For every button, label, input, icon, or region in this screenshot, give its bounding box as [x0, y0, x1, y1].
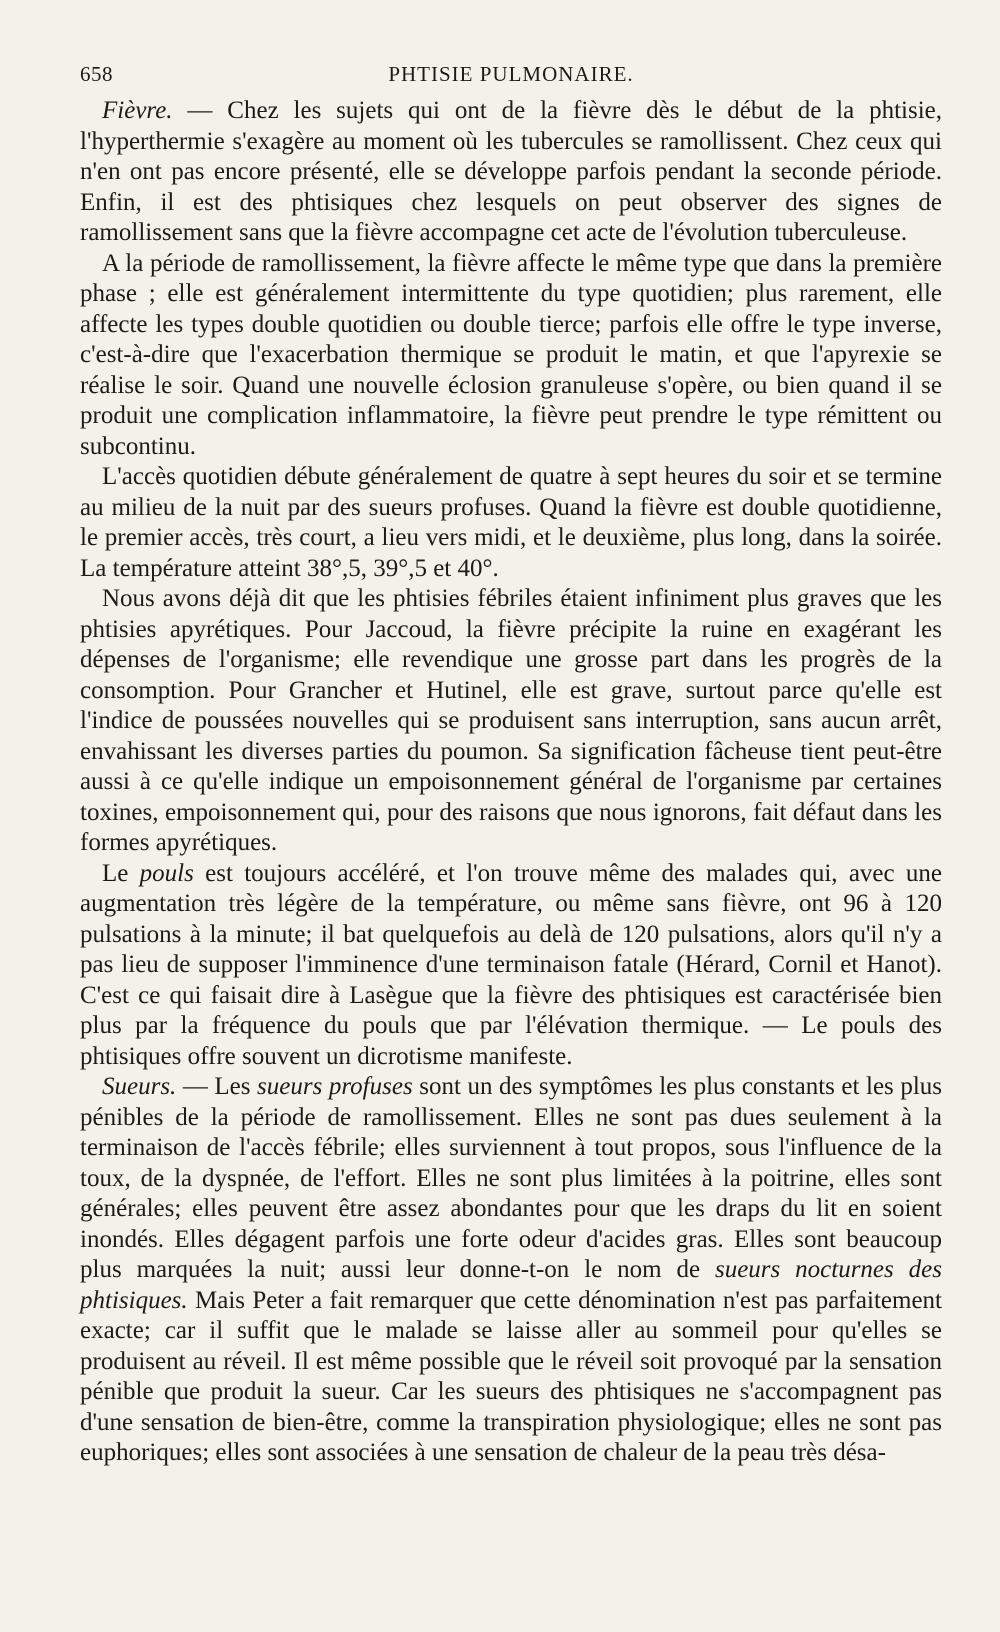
italic-term-sueurs-profuses: sueurs profuses — [257, 1073, 413, 1100]
paragraph-acces-quotidien — [80, 462, 942, 584]
paragraph-text: — Chez les sujets qui ont de la fièvre dès le début de la phtisie, l'hyperthermie s'exagère au moment où les tubercules se ramollissent. Chez ceux qui n'en ont pas encore présenté, elle se développe parfois pendant la seconde période. Enfin, il est des phtisiques chez lesquels on peut observer des signes de ramollissement sans que la fièvre accompagne cet acte de l'évolution tuberculeuse. — [80, 97, 942, 246]
page-header — [80, 62, 942, 96]
paragraph-text: Nous avons déjà dit que les phtisies fébriles étaient infiniment plus graves que les phtisies apyrétiques. Pour Jaccoud, la fièvre précipite la ruine en exagérant les dépenses de l'organisme; elle revendique une grosse part dans les progrès de la consomption. Pour Grancher et Hutinel, elle est grave, surtout parce qu'elle est l'indice de poussées nouvelles qui se produisent sans interruption, sans aucun arrêt, envahissant les diverses parties du poumon. Sa signification fâcheuse tient peut-être aussi à ce qu'elle indique un empoisonnement général de l'organisme par certaines toxines, empoisonnement qui, pour des raisons que nous ignorons, fait défaut dans les formes apyrétiques. — [80, 585, 942, 856]
page-number: 658 — [80, 62, 113, 86]
paragraph-text: sont un des symptômes les plus constants et les plus pénibles de la période de ramollissement. Elles ne sont pas dues seulement à la terminaison de l'accès fébrile; elles surviennent à tout propos, sous l'influence de la toux, de la dyspnée, de l'effort. Elles ne sont plus limitées à la poitrine, elles sont générales; elles peuvent être assez abondantes pour que les draps du lit en soient inondés. Elles dégagent parfois une forte odeur d'acides gras. Elles sont beaucoup plus marquées la nuit; aussi leur donne-t-on le nom de — [80, 1073, 942, 1283]
paragraph-ramollissement — [80, 249, 942, 463]
paragraph-text: est toujours accéléré, et l'on trouve même des malades qui, avec une augmentation très légère de la température, ou même sans fièvre, ont 96 à 120 pulsations à la minute; il bat quelquefois au delà de 120 pulsations, alors qu'il n'y a pas lieu de supposer l'imminence d'une terminaison fatale (Hérard, Cornil et Hanot). C'est ce qui faisait dire à Lasègue que la fièvre des phtisiques est caractérisée bien plus par la fréquence du pouls que par l'élévation thermique. — Le pouls des phtisiques offre souvent un dicrotisme manifeste. — [80, 859, 942, 1070]
paragraph-fievre — [80, 96, 942, 249]
paragraph-sueurs — [80, 1072, 942, 1469]
paragraph-text: — Les — [176, 1073, 258, 1100]
paragraph-phtisies-febriles — [80, 584, 942, 859]
paragraph-text: L'accès quotidien débute généralement de quatre à sept heures du soir et se termine au milieu de la nuit par des sueurs profuses. Quand la fièvre est double quotidienne, le premier accès, très court, a lieu vers midi, et le deuxième, plus long, dans la soirée. La température atteint 38°,5, 39°,5 et 40°. — [80, 463, 942, 582]
italic-term-sueurs-nocturnes: sueurs nocturnes des phtisiques. — [80, 1256, 942, 1314]
running-title: PHTISIE PULMONAIRE. — [388, 62, 634, 86]
italic-term-pouls: pouls — [139, 859, 194, 887]
body-text — [80, 96, 942, 1469]
section-heading-fievre: Fièvre. — [102, 97, 173, 124]
paragraph-text: Mais Peter a fait remarquer que cette dénomination n'est pas parfaitement exacte; car il suffit que le malade se laisse aller au sommeil pour qu'elles se produisent au réveil. Il est même possible que le réveil soit provoqué par la sensation pénible que produit la sueur. Car les sueurs des phtisiques ne s'accompagnent pas d'une sensation de bien-être, comme la transpiration physiologique; elles ne sont pas euphoriques; elles sont associées à une sensation de chaleur de la peau très désa- — [80, 1286, 942, 1466]
paragraph-text: A la période de ramollissement, la fièvre affecte le même type que dans la première phase ; elle est généralement intermittente du type quotidien; plus rarement, elle affecte les types double quotidien ou double tierce; parfois elle offre le type inverse, c'est-à-dire que l'exacerbation thermique se produit le matin, et que l'apyrexie se réalise le soir. Quand une nouvelle éclosion granuleuse s'opère, ou bien quand il se produit une complication inflammatoire, la fièvre peut prendre le type rémittent ou subcontinu. — [80, 249, 942, 460]
section-heading-sueurs: Sueurs. — [102, 1073, 177, 1100]
paragraph-text: Le — [102, 859, 140, 887]
paragraph-pouls — [80, 859, 942, 1073]
